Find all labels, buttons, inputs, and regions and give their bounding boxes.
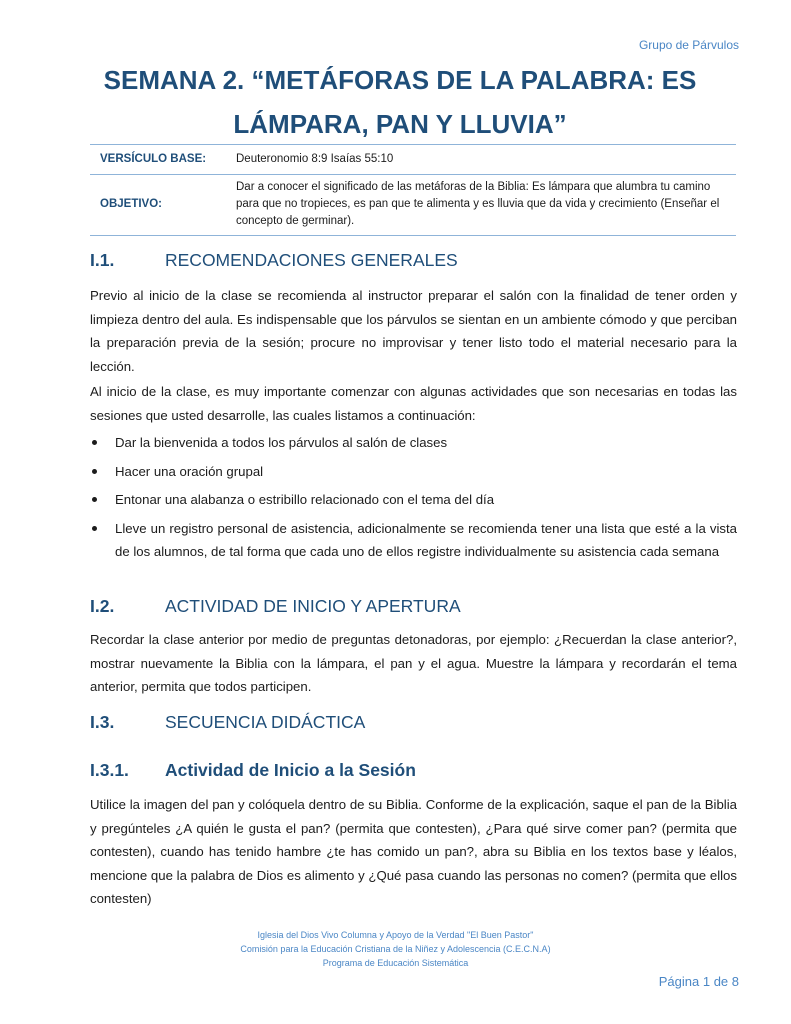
objetivo-row (90, 175, 736, 235)
paragraph-actividad-inicio: Utilice la imagen del pan y colóquela dentro de su Biblia. Conforme de la explicación, saque el pan de la Biblia y pregúnteles ¿A quién le gusta el pan? (permita que contesten), ¿Para qué sirve comer pan? (permita que contesten), cuando has tenido hambre ¿te has comido un pan?, abra su Biblia en los textos base y léalos, mencione que la palabra de Dios es alimento y ¿Qué pasa cuando las personas no comen? (permita que ellos contesten) (90, 797, 737, 906)
section-heading-2 (90, 596, 461, 617)
versiculo-value: Deuteronomio 8:9 Isaías 55:10 (236, 153, 394, 165)
list-item: Lleve un registro personal de asistencia, adicionalmente se recomienda tener una lista que esté a la vista de los alumnos, de tal forma que cada uno de ellos registre individualmente su asistencia cada semana (90, 517, 737, 564)
header-group-label: Grupo de Párvulos (638, 38, 739, 52)
section-number: I.3.1. (90, 760, 129, 780)
paragraph-apertura: Recordar la clase anterior por medio de preguntas detonadoras, por ejemplo: ¿Recuerdan la clase anterior?, mostrar nuevamente la Biblia con la lámpara, el pan y el agua. Muestre la lámpara y recordarán el tema anterior, permita que todos participen. (90, 632, 737, 694)
info-table (90, 144, 736, 236)
bullet-icon (92, 497, 97, 502)
paragraph-inicio-clase: Al inicio de la clase, es muy importante comenzar con algunas actividades que son necesarias en todas las sesiones que usted desarrolle, las cuales listamos a continuación: (90, 384, 737, 423)
section-title: ACTIVIDAD DE INICIO Y APERTURA (165, 596, 461, 616)
page-title (90, 58, 710, 146)
activities-list (90, 431, 737, 569)
bullet-icon (92, 440, 97, 445)
section-title: SECUENCIA DIDÁCTICA (165, 712, 366, 732)
subsection-heading-3-1 (90, 760, 416, 781)
title-line-1: SEMANA 2. “METÁFORAS DE LA PALABRA: ES (103, 65, 697, 95)
section-heading-3 (90, 712, 365, 733)
list-item: Hacer una oración grupal (90, 460, 737, 484)
section-number: I.3. (90, 712, 115, 732)
page-number: Página 1 de 8 (658, 974, 739, 989)
footer-program: Programa de Educación Sistemática (322, 958, 469, 968)
section-title: RECOMENDACIONES GENERALES (165, 250, 458, 270)
objetivo-label: OBJETIVO: (100, 198, 162, 210)
paragraph-recomendaciones: Previo al inicio de la clase se recomienda al instructor preparar el salón con la finalidad de tener orden y limpieza dentro del aula. Es indispensable que los párvulos se sientan en un ambiente cómodo y que perciban la preparación previa de la sesión; procure no improvisar y tener listo todo el material necesario para la lección. (90, 288, 737, 374)
section-number: I.2. (90, 596, 115, 616)
section-number: I.1. (90, 250, 115, 270)
objetivo-value: Dar a conocer el significado de las metáforas de la Biblia: Es lámpara que alumbra tu camino para que no tropieces, es pan que te alimenta y es lluvia que da vida y crecimiento (Enseñar el concepto de germinar). (236, 181, 720, 227)
title-line-2: LÁMPARA, PAN Y LLUVIA” (233, 109, 567, 139)
footer-church: Iglesia del Dios Vivo Columna y Apoyo de la Verdad "El Buen Pastor" (257, 930, 534, 940)
footer (0, 928, 791, 970)
bullet-icon (92, 469, 97, 474)
bullet-icon (92, 526, 97, 531)
footer-commission: Comisión para la Educación Cristiana de la Niñez y Adolescencia (C.E.C.N.A) (240, 944, 551, 954)
versiculo-label: VERSÍCULO BASE: (100, 153, 207, 165)
versiculo-row (90, 145, 736, 175)
section-title: Actividad de Inicio a la Sesión (165, 760, 416, 780)
section-heading-1 (90, 250, 458, 271)
list-item: Entonar una alabanza o estribillo relacionado con el tema del día (90, 488, 737, 512)
list-item: Dar la bienvenida a todos los párvulos al salón de clases (90, 431, 737, 455)
